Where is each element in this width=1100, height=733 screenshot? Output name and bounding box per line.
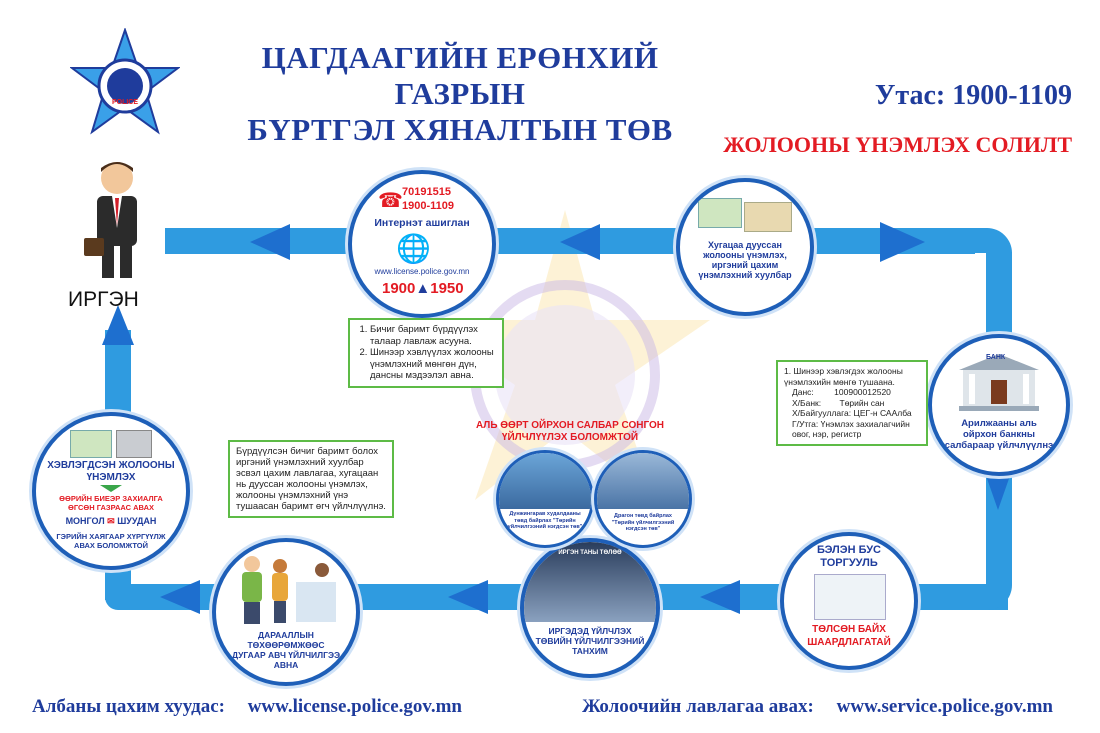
branch-2-circle — [594, 450, 692, 548]
license-card-image — [698, 198, 742, 228]
step-license-circle — [676, 178, 814, 316]
branches-title-2: ҮЙЛЧЛҮҮЛЭХ БОЛОМЖТОЙ — [501, 432, 639, 443]
globe-laptop-icon: 🌐 — [396, 233, 431, 264]
step-queue-circle — [212, 538, 360, 686]
note-bank — [776, 360, 928, 446]
note-bank-bank-label: Х/Банк: — [792, 397, 822, 408]
internet-phone-2: 1900-1109 — [402, 200, 454, 212]
footer-right-label: Жолоочийн лавлагаа авах: — [582, 696, 814, 717]
footer-left-label: Албаны цахим хуудас: — [32, 696, 225, 717]
branches-title-1: АЛЬ ӨӨРТ ОЙРХОН САЛБАР СОНГОН — [475, 420, 665, 431]
delivery-order: ӨӨРИЙН БИЕЭР ЗАХИАЛГА ӨГСӨН ГАЗРААС АВАХ — [59, 494, 163, 512]
fine-title-1: БЭЛЭН БУС — [816, 544, 881, 556]
step-bank-circle — [928, 334, 1070, 476]
note-bank-purpose-value: Үнэмлэх захиалагчийн овог, нэр, регистр — [792, 418, 910, 439]
id-card-image — [744, 202, 792, 232]
brand-shuudan: ШУУДАН — [117, 516, 157, 526]
subtitle: ЖОЛООНЫ ҮНЭМЛЭХ СОЛИЛТ — [723, 132, 1072, 157]
internet-label: Интернэт ашиглан — [374, 217, 470, 229]
note-internet — [348, 318, 504, 388]
logo-text: POLICE — [111, 99, 139, 106]
branch-1-circle — [496, 450, 594, 548]
footer-left-url[interactable]: www.license.police.gov.mn — [247, 696, 462, 717]
printer-icon — [116, 430, 152, 458]
step-internet-circle: ☎ 70191515 1900-1109 Интернэт ашиглан 🌐 www.license.police.gov.mn 1900▲1950 — [348, 170, 496, 318]
footer-left — [32, 696, 462, 718]
note-queue — [228, 440, 394, 518]
fine-document-image — [814, 574, 886, 620]
footer-right-url[interactable]: www.service.police.gov.mn — [836, 696, 1053, 717]
delivery-green-arrow — [100, 485, 122, 492]
brand-mongol: МОНГОЛ — [65, 516, 105, 526]
branch-2-image — [597, 453, 689, 509]
fine-footer-1: ТӨЛСӨН БАЙХ — [812, 624, 886, 635]
branch-1-text: Дүнжингарав худалдааны төвд байрлах "Төрийн үйлчилгээний нэгдсэн төв" — [507, 511, 583, 530]
phone-icon: ☎ — [378, 190, 403, 212]
queue-text: ДАРААЛЛЫН ТӨХӨӨРӨМЖӨӨС ДУГААР АВЧ ҮЙЛЧИЛГЭЭ АВНА — [231, 630, 341, 670]
bank-text: Арилжааны аль ойрхон банкны салбараар үйлчлүүлнэ — [944, 418, 1054, 451]
hotline-1900: 1900 — [382, 280, 416, 297]
note-queue-text: Бүрдүүлсэн бичиг баримт болох иргэний үнэмлэхний хуулбар эсвэл цахим лавлагаа, хугацаан нь дууссан жолооны үнэмлэх, жолооны үнэмлэхний үнэ тушаасан баримт өгч үйлчлүүлнэ. — [236, 446, 386, 512]
branches-title — [470, 420, 670, 444]
bank-building-icon — [957, 352, 1041, 412]
internet-phone-1: 70191515 — [402, 186, 451, 198]
delivery-card-image — [70, 430, 112, 458]
note-internet-item-2: 2. Шинээр хэвлүүлэх жолооны үнэмлэхний мөнгөн дүн, дансны мэдээлэл авна. — [370, 347, 496, 382]
note-bank-account-value: 100900012520 — [834, 387, 891, 397]
note-bank-purpose-label: Г/Утга: — [792, 418, 819, 429]
note-bank-bank-value: Төрийн сан — [839, 397, 885, 408]
note-bank-payee-value: ЦЕГ-н СААлба — [853, 408, 912, 418]
hotline-1950: 1950 — [430, 280, 464, 297]
citizen-figure-icon — [82, 158, 152, 283]
step-delivery-circle — [32, 412, 190, 570]
step-hall-circle — [520, 538, 660, 678]
title-line-1: ЦАГДААГИЙН ЕРӨНХИЙ ГАЗРЫН — [261, 40, 659, 111]
page-title — [200, 40, 720, 148]
citizen-label: ИРГЭН — [68, 288, 139, 311]
title-line-2: БҮРТГЭЛ ХЯНАЛТЫН ТӨВ — [247, 112, 673, 147]
hall-sign: ИРГЭН ТАНЫ ТӨЛӨӨ — [558, 550, 622, 556]
branch-2-text: Драгон төвд байрлах "Төрийн үйлчилгээний нэгдсэн төв" — [611, 513, 675, 532]
phone-number: Утас: 1900-1109 — [874, 80, 1072, 111]
license-text: Хугацаа дууссан жолооны үнэмлэх, иргэний цахим үнэмлэхний хуулбар — [698, 240, 792, 280]
fine-footer-2: ШААРДЛАГАТАЙ — [807, 637, 891, 648]
people-at-counter-icon — [230, 552, 342, 626]
footer-right — [582, 696, 1053, 718]
note-internet-item-1: 1. Бичиг баримт бүрдүүлэх талаар лавлаж асууна. — [370, 324, 496, 347]
note-bank-payee-label: Х/Байгууллага: — [792, 408, 852, 418]
hall-text: ИРГЭДЭД ҮЙЛЧЛЭХ ТӨВИЙН ҮЙЛЧИЛГЭЭНИЙ ТАНХИМ — [535, 626, 645, 656]
delivery-title-1: ХЭВЛЭГДСЭН ЖОЛООНЫ — [47, 460, 175, 471]
delivery-home: ГЭРИЙН ХАЯГААР ХҮРГҮҮЛЖ АВАХ БОЛОМЖТОЙ — [56, 532, 166, 550]
mongol-post-logo: МОНГОЛ ✉ ШУУДАН — [65, 516, 157, 526]
bank-sign: БАНК — [986, 354, 1006, 361]
note-bank-line-1: 1. Шинээр хэвлэгдэх жолооны үнэмлэхийн мөнгө тушаана. — [784, 366, 903, 387]
police-star-logo — [70, 28, 180, 138]
note-bank-account-label: Данс: — [792, 387, 814, 397]
step-fine-circle — [780, 532, 918, 670]
branch-1-image — [499, 453, 591, 509]
fine-title-2: ТОРГУУЛЬ — [820, 557, 878, 569]
delivery-title-2: ҮНЭМЛЭХ — [86, 472, 136, 483]
internet-url[interactable]: www.license.police.gov.mn — [374, 267, 470, 276]
